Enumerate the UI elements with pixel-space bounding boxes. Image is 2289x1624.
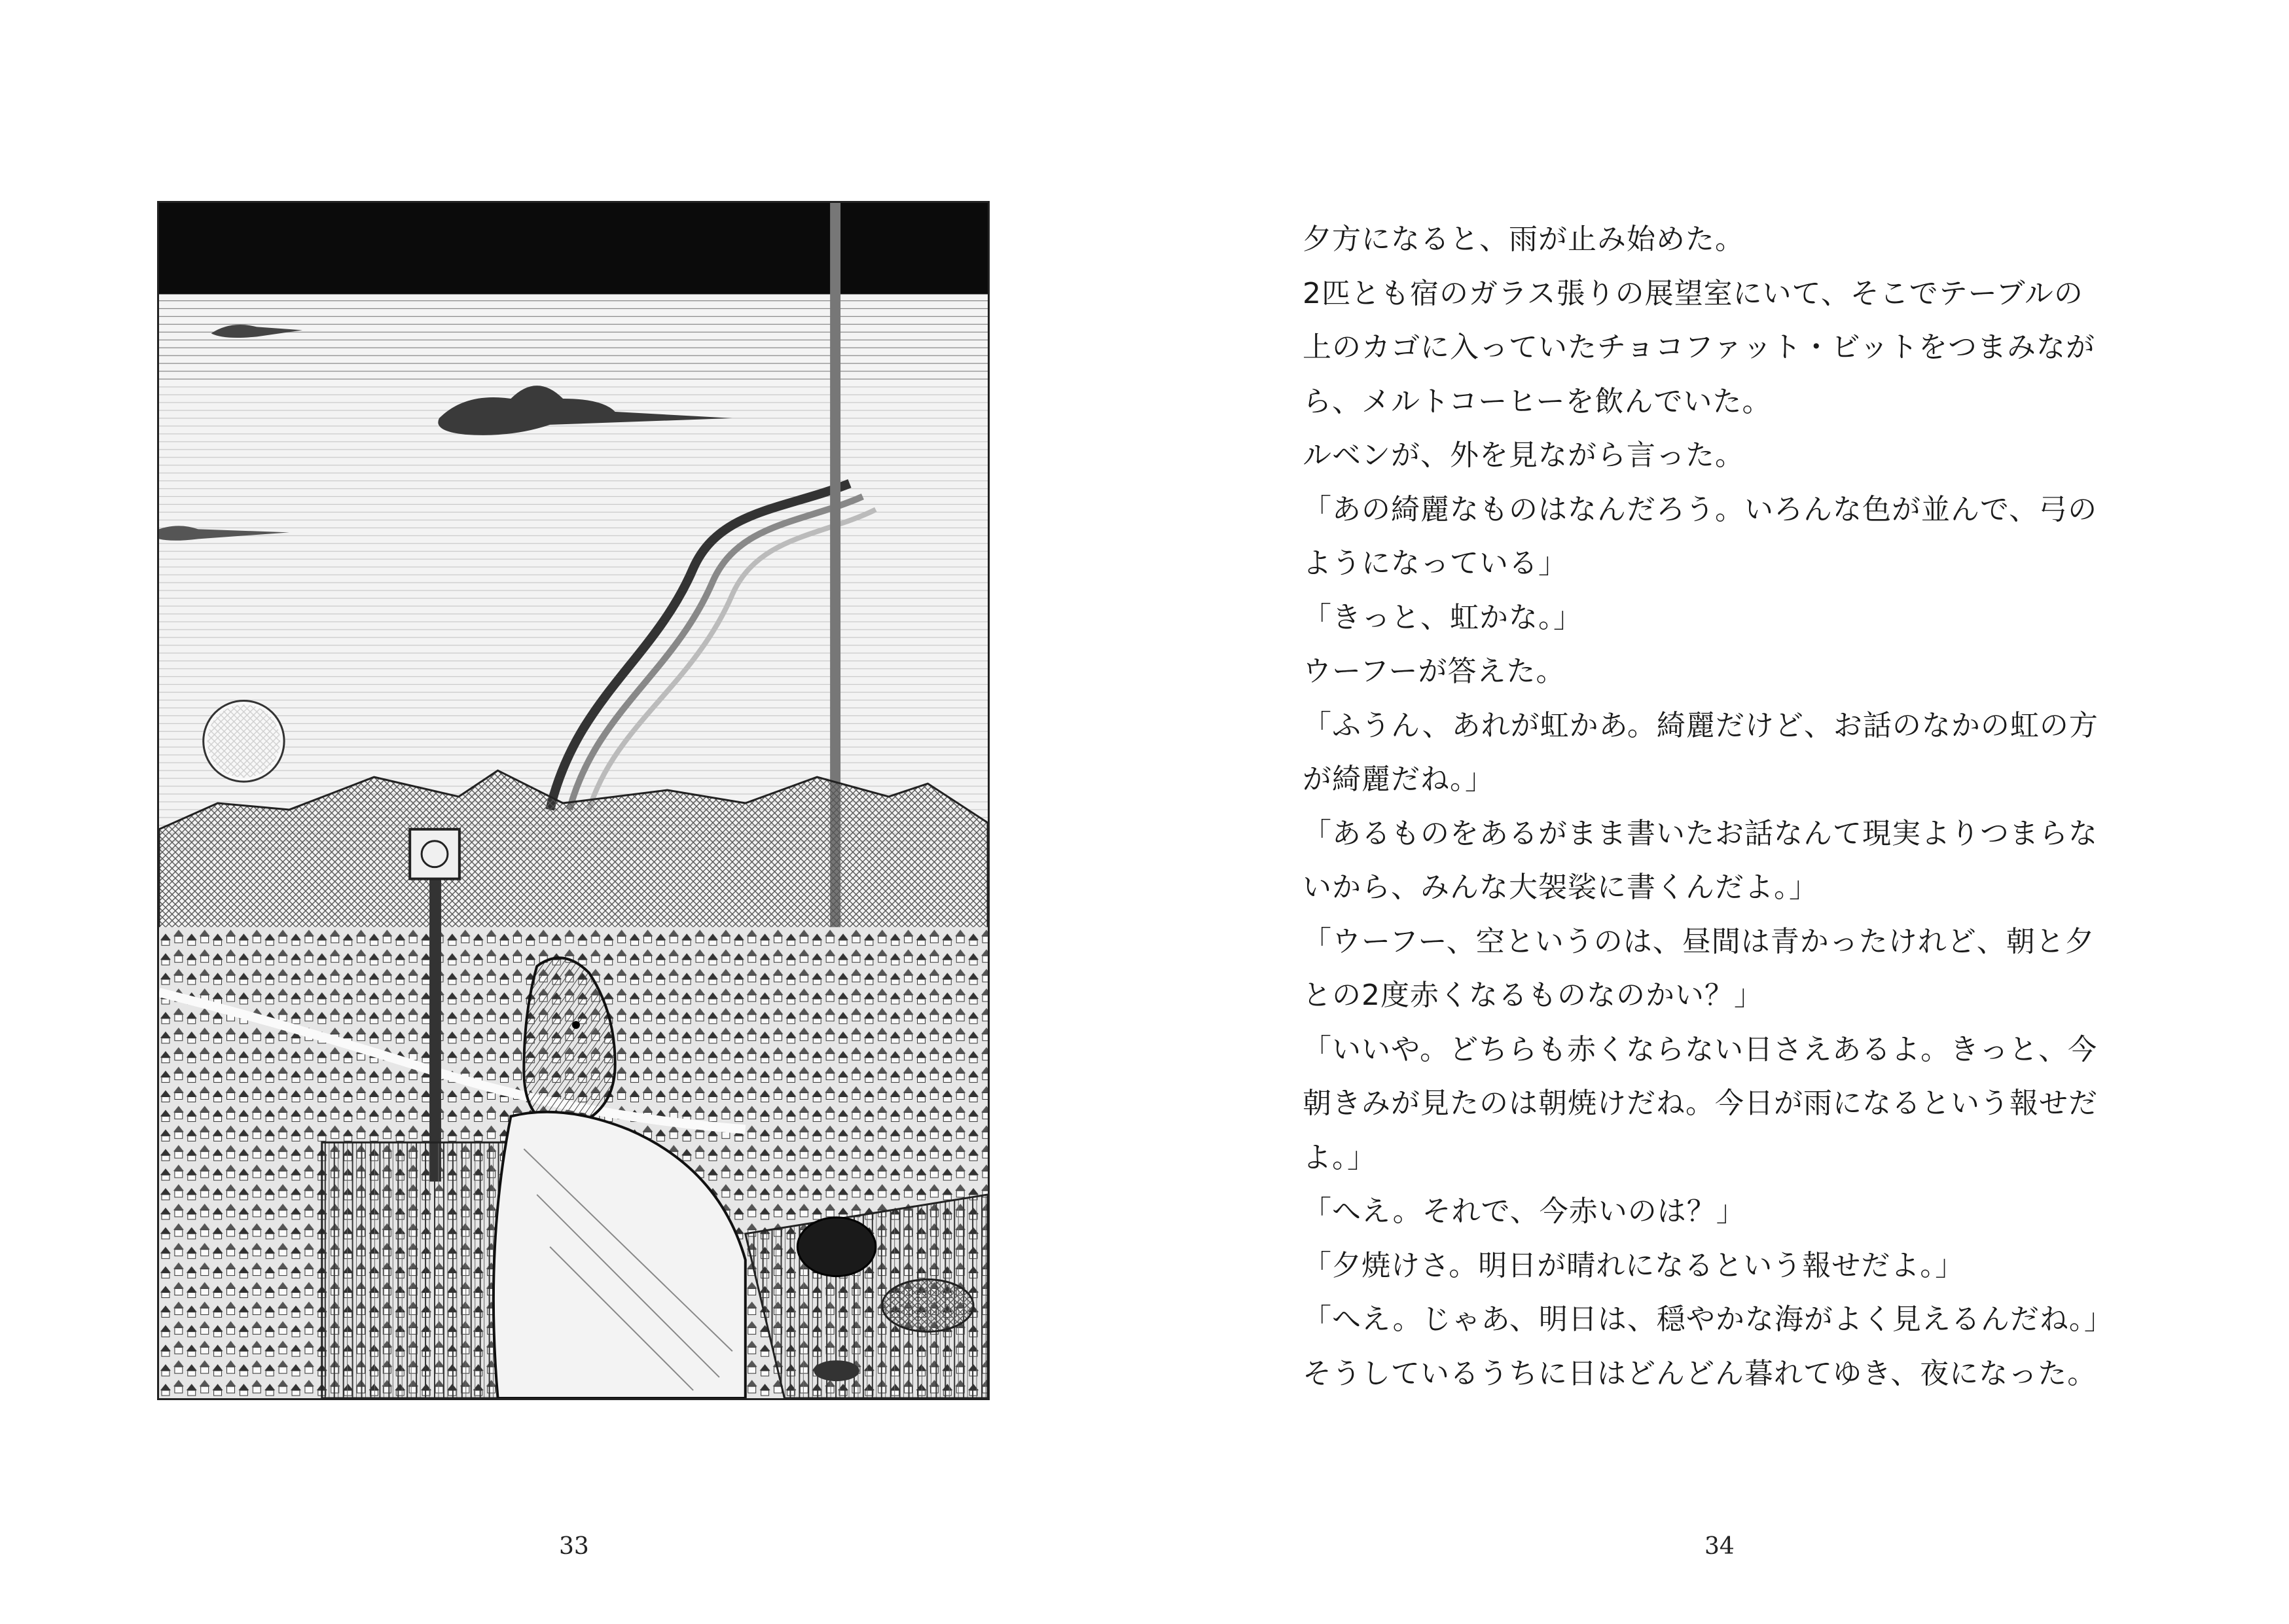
text-line: ルベンが、外を見ながら言った。 — [1303, 439, 1744, 472]
story-text — [1303, 213, 2154, 1401]
text-line: いから、みんな大袈裟に書くんだよ。」 — [1303, 871, 1818, 904]
page-number-left: 33 — [559, 1533, 589, 1560]
dark-sky — [159, 203, 988, 295]
text-line: 「ふうん、あれが虹かあ。綺麗だけど、お話のなかの虹の方 — [1303, 708, 2099, 742]
basket — [882, 1280, 973, 1332]
text-line: ら、メルトコーヒーを飲んでいた。 — [1303, 384, 1772, 418]
text-line: 2匹とも宿のガラス張りの展望室にいて、そこでテーブルの — [1303, 276, 2083, 310]
text-line: が綺麗だね。」 — [1303, 763, 1494, 796]
text-line: ようになっている」 — [1303, 547, 1568, 580]
cup — [814, 1360, 859, 1381]
text-line: 「あるものをあるがまま書いたお話なんて現実よりつまらな — [1303, 816, 2098, 850]
text-line: 「いいや。どちらも赤くならない日さえあるよ。きっと、今 — [1303, 1032, 2098, 1066]
text-line: 朝きみが見たのは朝焼けだね。今日が雨になるという報せだ — [1303, 1087, 2098, 1120]
text-line: 「あの綺麗なものはなんだろう。いろんな色が並んで、弓の — [1303, 492, 2098, 526]
text-line: 「ウーフー、空というのは、昼間は青かったけれど、朝と夕 — [1303, 924, 2095, 958]
text-line: 「へえ。じゃあ、明日は、穏やかな海がよく見えるんだね。」 — [1303, 1303, 2114, 1336]
text-line: よ。」 — [1303, 1140, 1377, 1174]
lamp-post — [429, 856, 441, 1182]
text-line: そうしているうちに日はどんどん暮れてゆき、夜になった。 — [1303, 1356, 2097, 1390]
text-line: 「へえ。それで、今赤いのは？」 — [1303, 1195, 1746, 1228]
coffee-pot — [797, 1218, 875, 1276]
text-line: 上のカゴに入っていたチョコファット・ビットをつまみなが — [1303, 331, 2096, 364]
text-line: 「夕焼けさ。明日が晴れになるという報せだよ。」 — [1303, 1248, 1965, 1282]
illustration-panel — [157, 201, 990, 1400]
wooden-fence — [322, 1142, 518, 1398]
text-line: 夕方になると、雨が止み始めた。 — [1303, 223, 1744, 256]
page-number-right: 34 — [1704, 1533, 1735, 1560]
character-eye — [572, 1021, 580, 1029]
text-line: ウーフーが答えた。 — [1303, 655, 1566, 688]
text-line: との2度赤くなるものなのかい？」 — [1303, 979, 1763, 1012]
sky-gradient-band — [159, 295, 988, 386]
illustration-drawing — [159, 203, 988, 1398]
text-line: 「きっと、虹かな。」 — [1303, 600, 1583, 634]
